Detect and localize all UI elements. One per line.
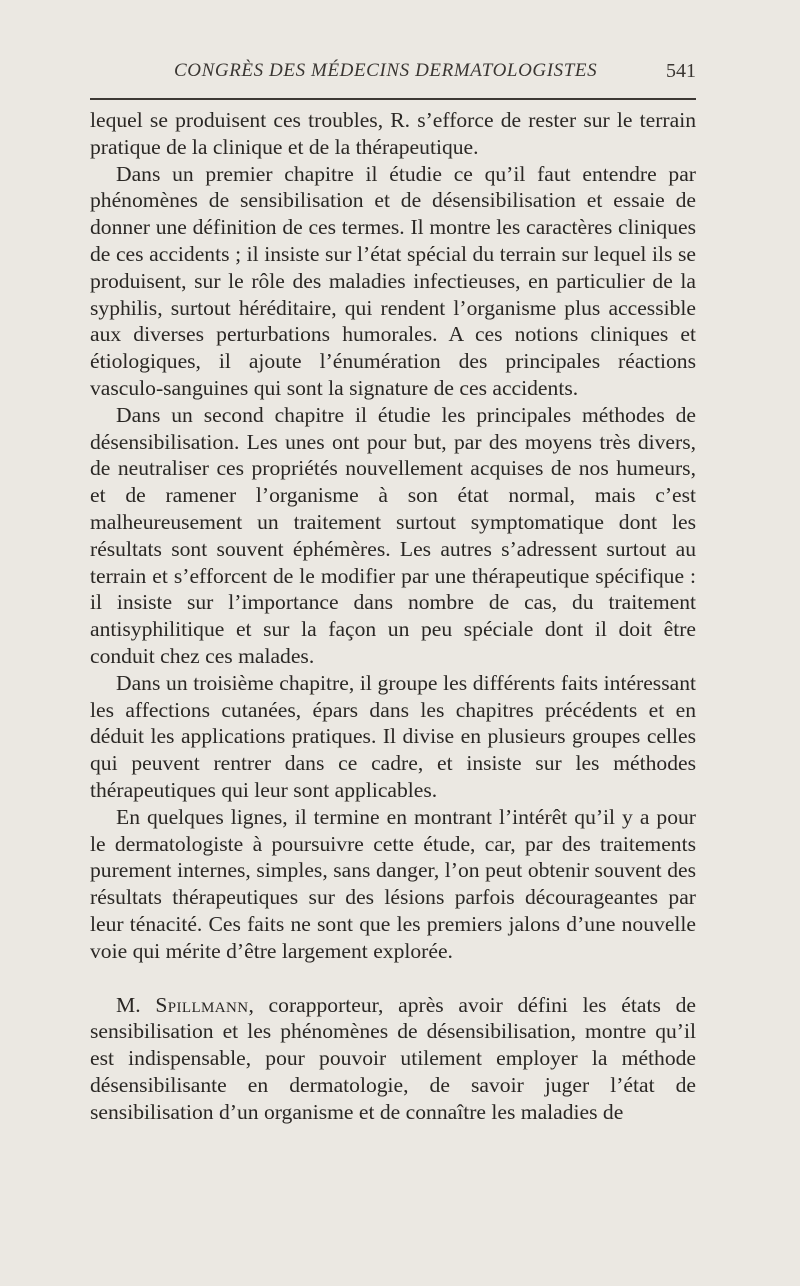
running-title: CONGRÈS DES MÉDECINS DERMATOLOGISTES [174, 60, 598, 81]
header-rule [90, 98, 696, 100]
body-text [90, 107, 696, 1125]
paragraph-continuation: lequel se produisent ces troubles, R. s’efforce de rester sur le terrain pratique de la clinique et de la thérapeutique. [90, 108, 696, 159]
speaker-name: Spillmann [155, 992, 249, 1017]
page-number: 541 [666, 60, 696, 82]
paragraph-third-chapter: Dans un troisième chapitre, il groupe les différents faits intéressant les affections cutanées, épars dans les chapitres précédents et en déduit les applications pratiques. Il divise en plusieurs groupes celles qui peuvent rentrer dans ce cadre, et insiste sur les méthodes thérapeutiques qui leur sont applicables. [90, 670, 696, 802]
speaker-prefix: M. [116, 992, 156, 1017]
paragraph-spillmann [90, 992, 696, 1126]
paragraph-second-chapter: Dans un second chapitre il étudie les principales méthodes de désensibilisation. Les unes ont pour but, par des moyens très divers, de neutraliser ces propriétés nouvellement acquises de nos humeurs, et de ramener l’organisme à son état normal, mais c’est malheureusement un traitement surtout symptomatique dont les résultats sont souvent éphémères. Les autres s’adressent surtout au terrain et s’efforcent de le modifier par une thérapeutique spécifique : il insiste sur l’importance dans nombre de cas, du traitement antisyphilitique et sur la façon un peu spéciale dont il doit être conduit chez ces malades. [90, 402, 696, 668]
paragraph-spillmann-text: , corapporteur, après avoir défini les états de sensibilisation et les phénomènes de désensibilisation, montre qu’il est indispensable, pour pouvoir utilement employer la méthode désensibilisante en dermatologie, de savoir juger l’état de sensibilisation d’un organisme et de connaître les maladies de [90, 992, 696, 1124]
section-gap [90, 965, 696, 992]
paragraph-first-chapter: Dans un premier chapitre il étudie ce qu’il faut entendre par phénomènes de sensibilisation et de désensibilisation et essaie de donner une définition de ces termes. Il montre les caractères cliniques de ces accidents ; il insiste sur l’état spécial du terrain sur lequel ils se produisent, sur le rôle des maladies infectieuses, en particulier de la syphilis, surtout héréditaire, qui rendent l’organisme plus accessible aux diverses perturbations humorales. A ces notions cliniques et étiologiques, il ajoute l’énumération des principales réactions vasculo-sanguines qui sont la signature de ces accidents. [90, 161, 696, 400]
paragraph-conclusion: En quelques lignes, il termine en montrant l’intérêt qu’il y a pour le dermatologiste à poursuivre cette étude, car, par des traitements purement internes, simples, sans danger, l’on peut obtenir souvent des résultats thérapeutiques sur des lésions parfois décourageantes par leur ténacité. Ces faits ne sont que les premiers jalons d’une nouvelle voie qui mérite d’être largement explorée. [90, 804, 696, 963]
running-head [90, 58, 696, 88]
